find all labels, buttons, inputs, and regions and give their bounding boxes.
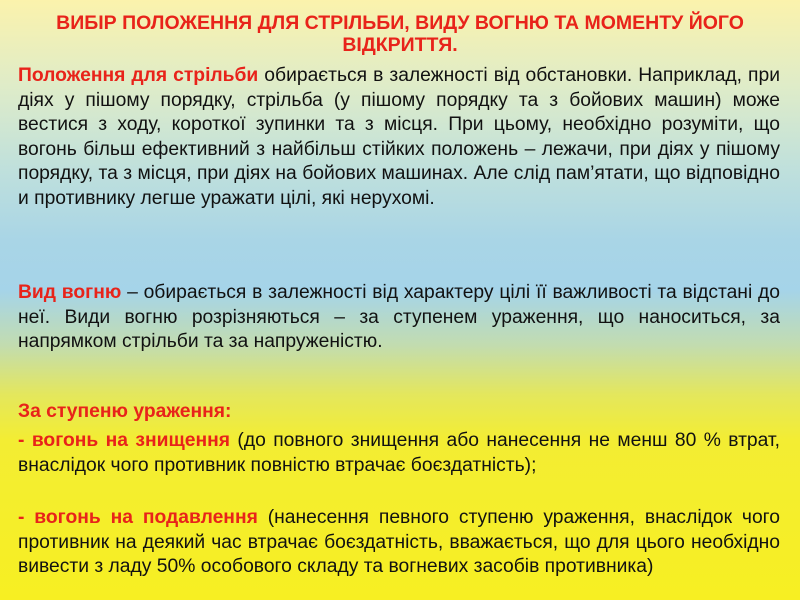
paragraph-firing-position [18, 64, 780, 211]
term-suppression: - вогонь на подавлення [18, 507, 258, 528]
paragraph-fire-type [18, 281, 780, 355]
degree-heading-text: За ступеню ураження: [18, 401, 232, 422]
term-fire-type: Вид вогню [18, 282, 122, 303]
list-item-suppression [18, 506, 780, 580]
degree-heading [18, 400, 780, 425]
term-firing-position: Положення для стрільби [18, 65, 259, 86]
paragraph-firing-position-text: обирається в залежності від обстановки. Наприклад, при діях у пішому порядку, стрільба (у пішому порядку та з бойових машин) може вестися з ходу, короткої зупинки та з місця. При цьому, необхідно розуміти, що вогонь більш ефективний з найбільш стійких положень – лежачи, при діях у пішому порядку, та з місця, при діях на бойових машинах. Але слід пам’ятати, що відповідно и противнику легше уражати цілі, які нерухомі. [18, 65, 780, 209]
list-item-destruction-text: (до повного знищення або нанесення не менш 80 % втрат, внаслідок чого противник повністю втрачає боєздатність); [18, 430, 780, 476]
paragraph-fire-type-text: – обирається в залежності від характеру цілі її важливості та відстані до неї. Види вогню розрізняються – за ступенем ураження, що наноситься, за напрямком стрільби та за напруженістю. [18, 282, 780, 352]
list-item-destruction [18, 429, 780, 478]
slide-title: ВИБІР ПОЛОЖЕННЯ ДЛЯ СТРІЛЬБИ, ВИДУ ВОГНЮ ТА МОМЕНТУ ЙОГО ВІДКРИТТЯ. [56, 12, 744, 56]
term-destruction: - вогонь на знищення [18, 430, 231, 451]
list-item-suppression-text: (нанесення певного ступеню ураження, внаслідок чого противник на деякий час втрачає боєздатність, вважається, що для цього необхідно вивести з ладу 50% особового складу та вогневих засобів противника) [18, 507, 780, 577]
